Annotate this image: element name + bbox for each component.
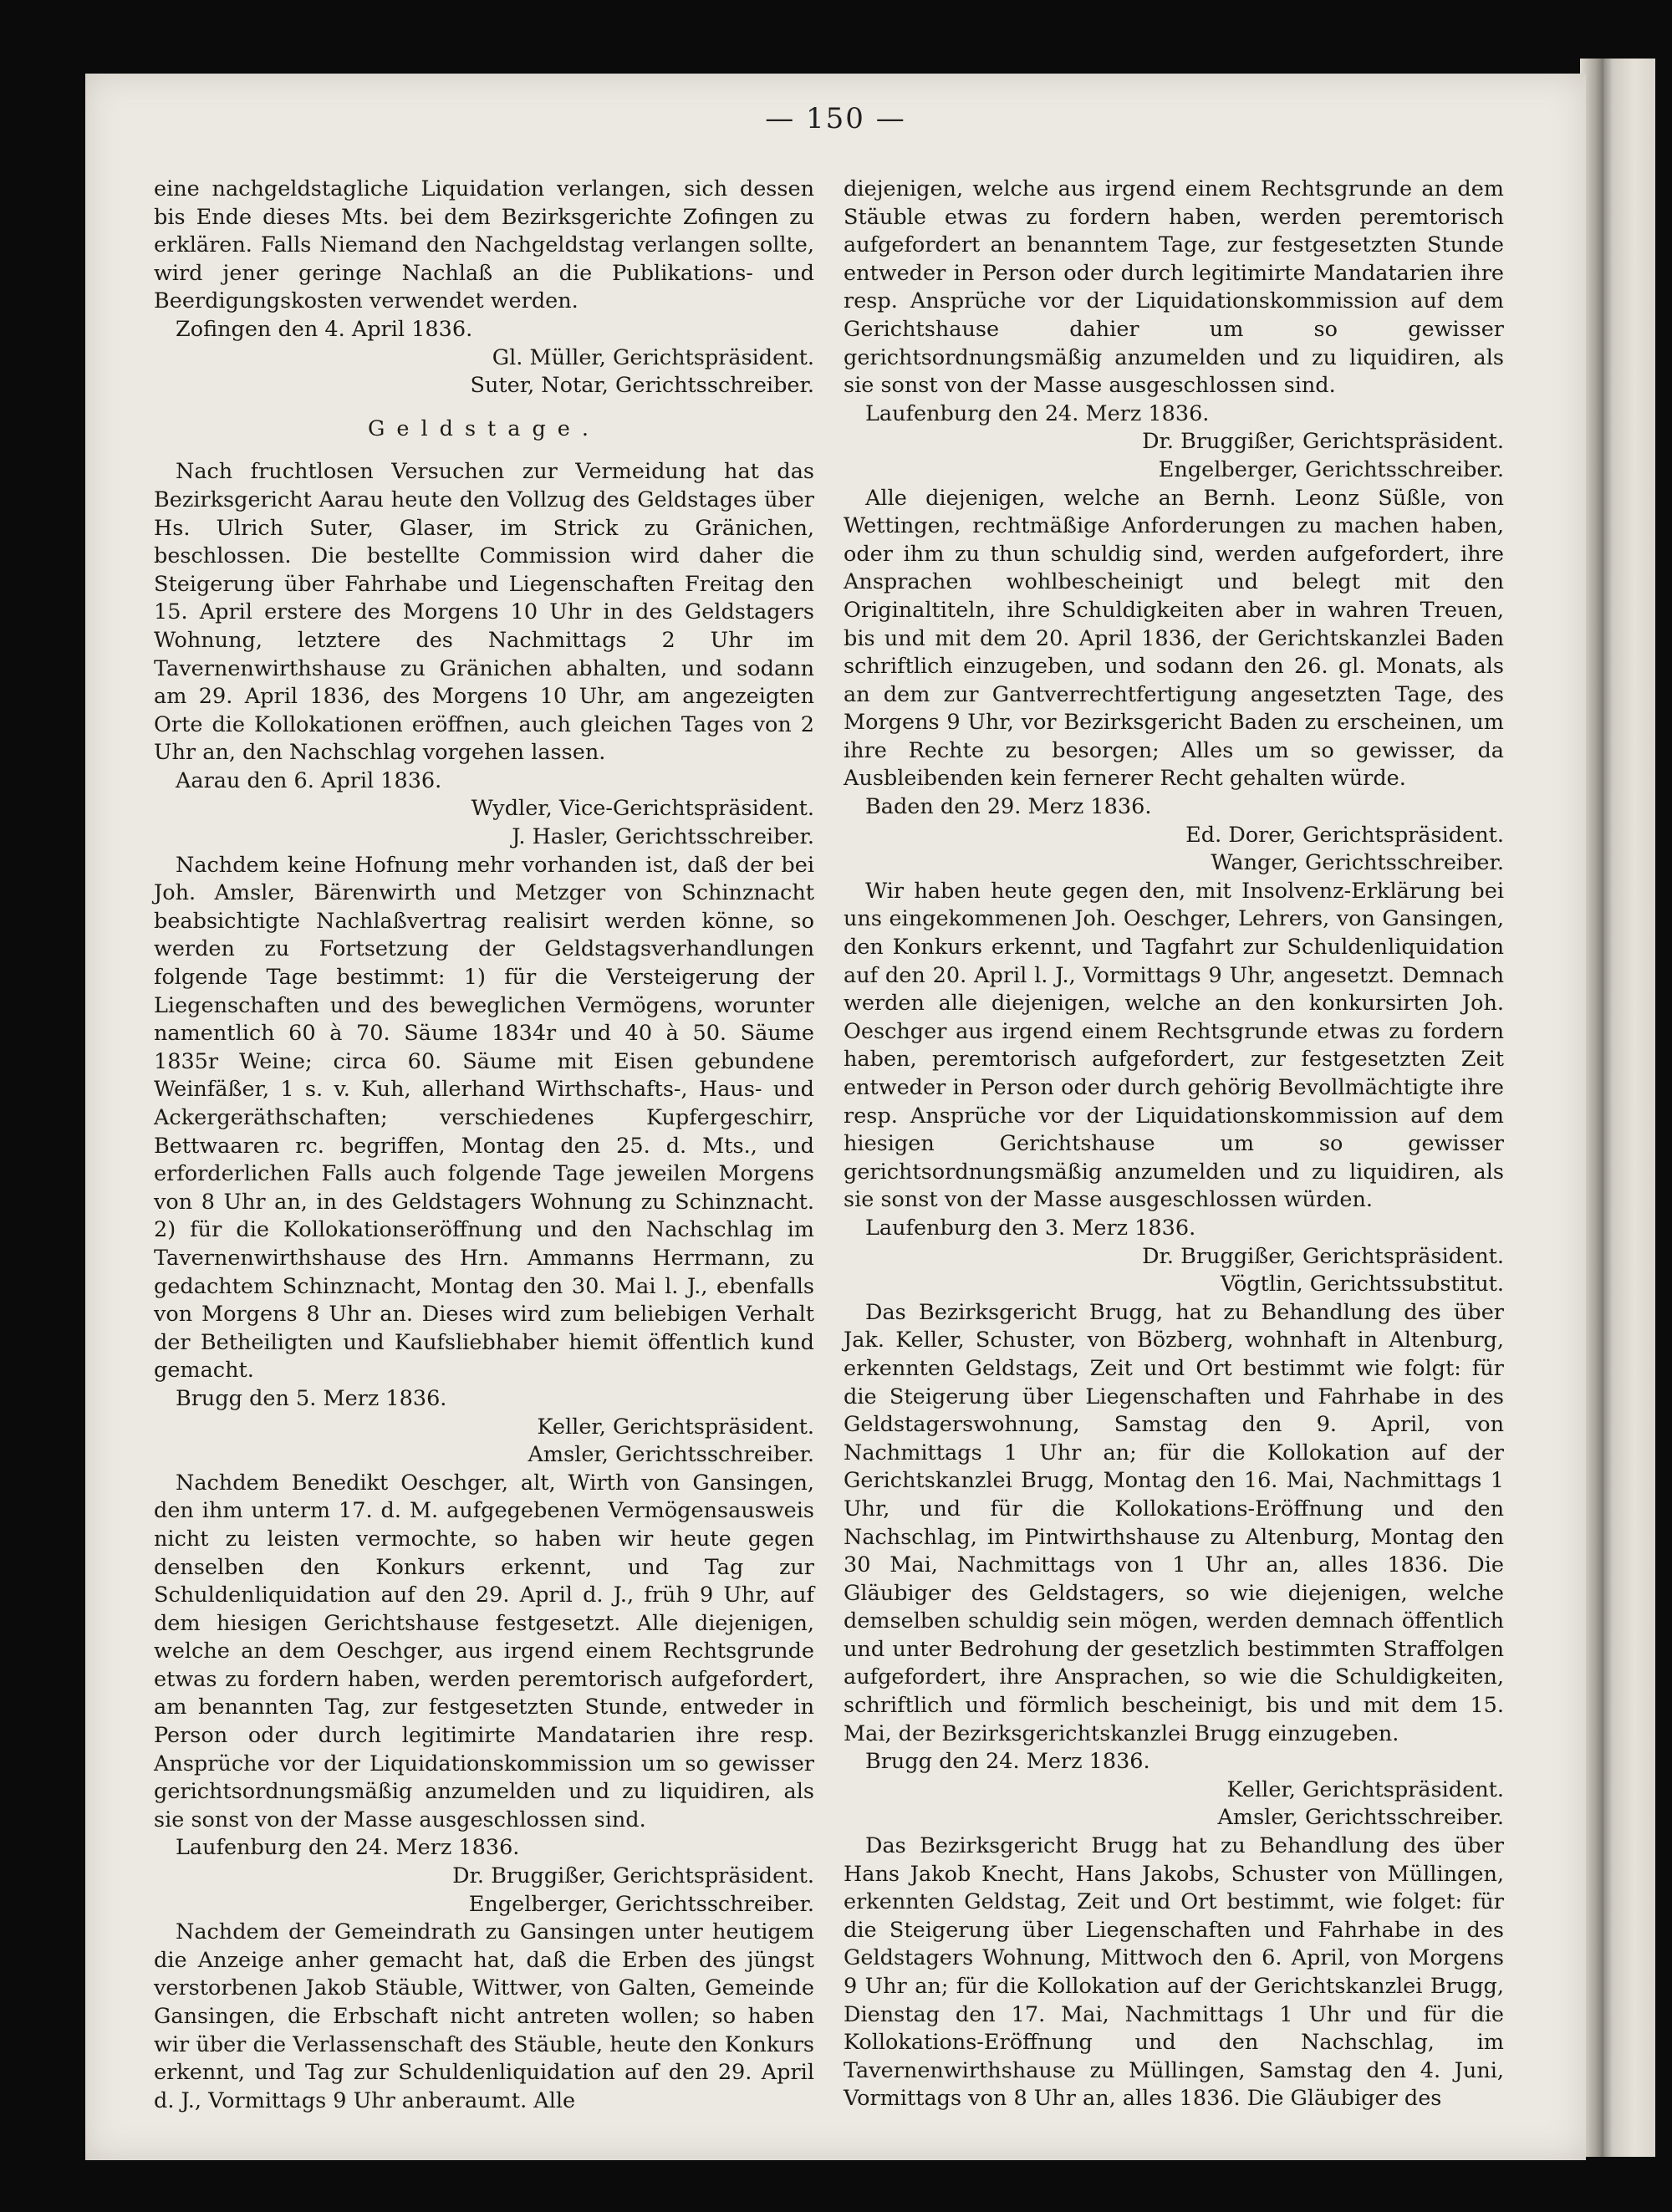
notice-signature: Ed. Dorer, Gerichtspräsident. <box>1185 822 1504 848</box>
notice-paragraph: eine nachgeldstagliche Liquidation verlangen, sich dessen bis Ende dieses Mts. bei dem Bezirksgerichte Zofingen zu erklären. Falls Niemand den Nachgeldstag verlangen sollte, wird jener geringe Nachlaß an die Publikations- und Beerdigungskosten verwendet werden. <box>154 176 814 314</box>
notice-paragraph: Nachdem der Gemeindrath zu Gansingen unter heutigem die Anzeige anher gemacht hat, daß die Erben des jüngst verstorbenen Jakob Stäuble, Wittwer, von Galten, Gemeinde Gansingen, die Erbschaft nicht antreten wollen; so haben wir über die Verlassenschaft des Stäuble, heute den Konkurs erkennt, und Tag zur Schuldenliquidation auf den 29. April d. J., Vormittags 9 Uhr anberaumt. Alle <box>154 1919 814 2113</box>
notice-place-date: Brugg den 5. Merz 1836. <box>176 1385 447 1411</box>
notice-paragraph: Nachdem Benedikt Oeschger, alt, Wirth von Gansingen, den ihm unterm 17. d. M. aufgegebenen Vermögensausweis nicht zu leisten vermochte, so haben wir heute gegen denselben den Konkurs erkennt, und Tag zur Schuldenliquidation auf den 29. April d. J., früh 9 Uhr, auf dem hiesigen Gerichtshause festgesetzt. Alle diejenigen, welche an dem Oeschger, aus irgend einem Rechtsgrunde etwas zu fordern haben, werden peremtorisch aufgefordert, am benannten Tag, zur festgesetzten Stunde, entweder in Person oder durch legitimirte Mandatarien ihre resp. Ansprüche vor der Liquidationskommission um so gewisser gerichtsordnungsmäßig anzumelden und zu liquidiren, als sie sonst von der Masse ausgeschlossen sind. <box>154 1470 814 1832</box>
notice-signature: J. Hasler, Gerichtsschreiber. <box>512 824 814 850</box>
notice-signature: Amsler, Gerichtsschreiber. <box>1217 1805 1504 1831</box>
notice-signature: Engelberger, Gerichtsschreiber. <box>1158 456 1504 482</box>
notice-place-date: Aarau den 6. April 1836. <box>176 767 442 793</box>
notice-paragraph: Nach fruchtlosen Versuchen zur Vermeidung hat das Bezirksgericht Aarau heute den Vollzug des Geldstages über Hs. Ulrich Suter, Glaser, im Strick zu Gränichen, beschlossen. Die bestellte Commission wird daher die Steigerung über Fahrhabe und Liegenschaften Freitag den 15. April erstere des Morgens 10 Uhr in des Geldstagers Wohnung, letztere des Nachmittags 2 Uhr im Tavernenwirthshause zu Gränichen abhalten, und sodann am 29. April 1836, des Morgens 10 Uhr, am angezeigten Orte die Kollokationen eröffnen, auch gleichen Tages von 2 Uhr an, den Nachschlag vorgehen lassen. <box>154 459 814 766</box>
page-number: — 150 — <box>765 102 906 135</box>
notice-paragraph: Wir haben heute gegen den, mit Insolvenz-Erklärung bei uns eingekommenen Joh. Oeschger, Lehrers, von Gansingen, den Konkurs erkennt, und Tagfahrt zur Schuldenliquidation auf den 20. April l. J., Vormittags 9 Uhr, angesetzt. Demnach werden alle diejenigen, welche an den konkursirten Joh. Oeschger aus irgend einem Rechtsgrunde etwas zu fordern haben, peremtorisch aufgefordert, zur festgesetzten Zeit entweder in Person oder durch gehörig Bevollmächtigte ihre resp. Ansprüche vor der Liquidationskommission auf dem hiesigen Gerichtshause um so gewisser gerichtsordnungsmäßig anzumelden und zu liquidiren, als sie sonst von der Masse ausgeschlossen würden. <box>844 878 1504 1213</box>
notice-signature: Amsler, Gerichtsschreiber. <box>528 1442 814 1468</box>
notice-signature: Keller, Gerichtspräsident. <box>537 1414 814 1440</box>
notice-place-date: Baden den 29. Merz 1836. <box>865 794 1152 820</box>
notice-signature: Vögtlin, Gerichtssubstitut. <box>1220 1272 1504 1297</box>
notice-signature: Wydler, Vice-Gerichtspräsident. <box>471 796 814 822</box>
notice-place-date: Brugg den 24. Merz 1836. <box>865 1749 1150 1775</box>
section-heading: Geldstage. <box>368 415 600 441</box>
notice-place-date: Laufenburg den 24. Merz 1836. <box>865 400 1210 426</box>
notice-signature: Dr. Bruggißer, Gerichtspräsident. <box>452 1863 814 1889</box>
notice-place-date: Zofingen den 4. April 1836. <box>176 316 473 342</box>
notice-signature: Gl. Müller, Gerichtspräsident. <box>492 344 814 370</box>
notice-signature: Engelberger, Gerichtsschreiber. <box>468 1891 814 1917</box>
notice-place-date: Laufenburg den 3. Merz 1836. <box>865 1215 1196 1241</box>
right-column <box>844 176 1504 2113</box>
notice-signature: Dr. Bruggißer, Gerichtspräsident. <box>1142 429 1504 455</box>
notice-paragraph: diejenigen, welche aus irgend einem Rechtsgrunde an dem Stäuble etwas zu fordern haben, werden peremtorisch aufgefordert an benanntem Tage, zur festgesetzten Stunde entweder in Person oder durch legitimirte Mandatarien ihre resp. Ansprüche vor der Liquidationskommission auf dem Gerichtshause dahier um so gewisser gerichtsordnungsmäßig anzumelden und zu liquidiren, als sie sonst von der Masse ausgeschlossen sind. <box>844 176 1504 399</box>
notice-place-date: Laufenburg den 24. Merz 1836. <box>176 1835 520 1861</box>
facing-page-edge <box>1603 59 1655 2157</box>
notice-signature: Dr. Bruggißer, Gerichtspräsident. <box>1142 1243 1504 1269</box>
notice-paragraph: Nachdem keine Hofnung mehr vorhanden ist, daß der bei Joh. Amsler, Bärenwirth und Metzger von Schinznacht beabsichtigte Nachlaßvertrag realisirt werden könne, so werden zu Fortsetzung der Geldstagsverhandlungen folgende Tage bestimmt: 1) für die Versteigerung der Liegenschaften und des beweglichen Vermögens, worunter namentlich 60 à 70. Säume 1834r und 40 à 50. Säume 1835r Weine; circa 60. Säume mit Eisen gebundene Weinfäßer, 1 s. v. Kuh, allerhand Wirthschafts-, Haus- und Ackergeräthschaften; verschiedenes Kupfergeschirr, Bettwaaren rc. begriffen, Montag den 25. d. Mts., und erforderlichen Falls auch folgende Tage jeweilen Morgens von 8 Uhr an, in des Geldstagers Wohnung zu Schinznacht. 2) für die Kollokationseröffnung und den Nachschlag im Tavernenwirthshause des Hrn. Ammanns Herrmann, zu gedachtem Schinznacht, Montag den 30. Mai l. J., ebenfalls von Morgens 8 Uhr an. Dieses wird zum beliebigen Verhalt der Betheiligten und Kaufsliebhaber hiemit öffentlich kund gemacht. <box>154 852 814 1384</box>
notice-paragraph: Alle diejenigen, welche an Bernh. Leonz Süßle, von Wettingen, rechtmäßige Anforderungen zu machen haben, oder ihm zu thun schuldig sind, werden aufgefordert, ihre Ansprachen wohlbescheinigt und belegt mit den Originaltiteln, ihre Schuldigkeiten aber in wahren Treuen, bis und mit dem 20. April 1836, der Gerichtskanzlei Baden schriftlich einzugeben, und sodann den 26. gl. Monats, als an dem zur Gantverrechtfertigung angesetzten Tage, des Morgens 9 Uhr, vor Bezirksgericht Baden zu erscheinen, um ihre Rechte zu besorgen; Alles um so gewisser, da Ausbleibenden kein fernerer Recht gehalten würde. <box>844 485 1504 792</box>
newspaper-page <box>85 74 1586 2160</box>
notice-paragraph: Das Bezirksgericht Brugg hat zu Behandlung des über Hans Jakob Knecht, Hans Jakobs, Schuster von Müllingen, erkennten Geldstag, Zeit und Ort bestimmt, wie folget: für die Steigerung über Liegenschaften und Fahrhabe in des Geldstagers Wohnung, Mittwoch den 6. April, von Morgens 9 Uhr an; für die Kollokation auf der Gerichtskanzlei Brugg, Dienstag den 17. Mai, Nachmittags 1 Uhr und für die Kollokations-Eröffnung und den Nachschlag, im Tavernenwirthshause zu Müllingen, Samstag den 4. Juni, Vormittags von 8 Uhr an, alles 1836. Die Gläubiger des <box>844 1833 1504 2112</box>
notice-signature: Wanger, Gerichtsschreiber. <box>1211 850 1504 876</box>
notice-paragraph: Das Bezirksgericht Brugg, hat zu Behandlung des über Jak. Keller, Schuster, von Bözberg, wohnhaft in Altenburg, erkennten Geldstags, Zeit und Ort bestimmt wie folgt: für die Steigerung über Liegenschaften und Fahrhabe in des Geldstagerswohnung, Samstag den 9. April, von Nachmittags 1 Uhr an; für die Kollokation auf der Gerichtskanzlei Brugg, Montag den 16. Mai, Nachmittags 1 Uhr, und für die Kollokations-Eröffnung und den Nachschlag, im Pintwirthshause zu Altenburg, Montag den 30 Mai, Nachmittags von 1 Uhr an, alles 1836. Die Gläubiger des Geldstagers, so wie diejenigen, welche demselben schuldig sein mögen, werden demnach öffentlich und unter Bedrohung der gesetzlich bestimmten Straffolgen aufgefordert, ihre Ansprachen, so wie die Schuldigkeiten, schriftlich und förmlich bescheinigt, bis und mit dem 15. Mai, der Bezirksgerichtskanzlei Brugg einzugeben. <box>844 1299 1504 1746</box>
left-column <box>154 176 814 2115</box>
notice-signature: Suter, Notar, Gerichtsschreiber. <box>470 373 814 399</box>
notice-signature: Keller, Gerichtspräsident. <box>1226 1776 1504 1802</box>
